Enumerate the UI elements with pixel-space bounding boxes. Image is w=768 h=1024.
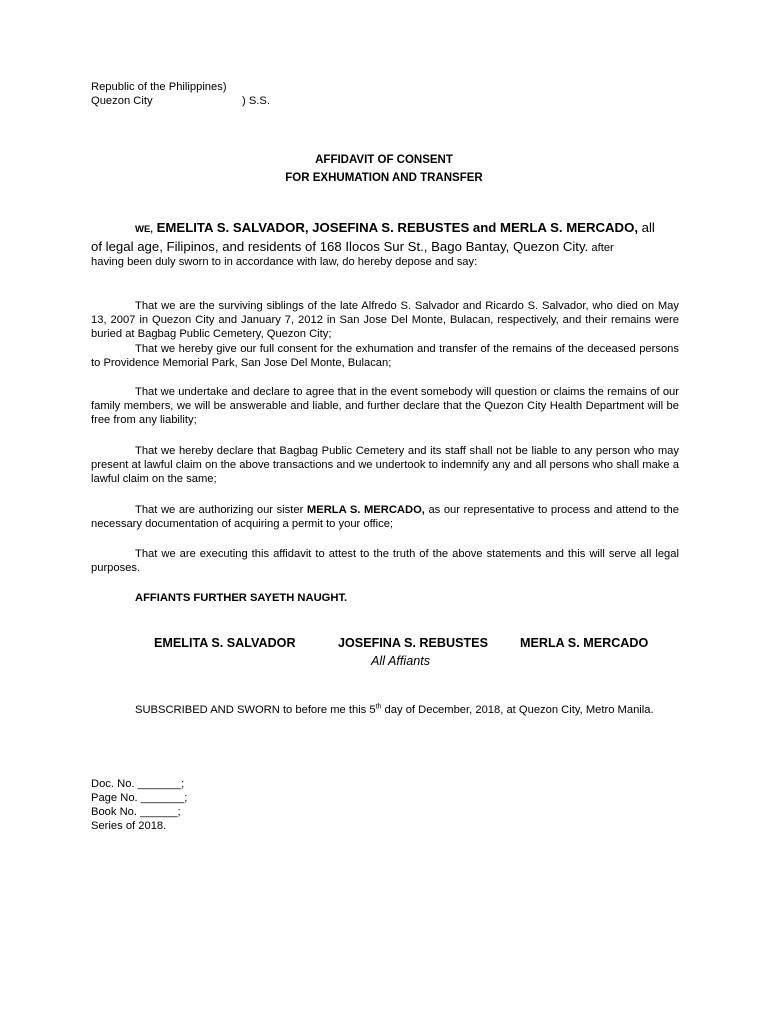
signatory-name: JOSEFINA S. REBUSTES (338, 636, 488, 650)
title-line-2: FOR EXHUMATION AND TRANSFER (285, 172, 483, 184)
notarial-block (91, 777, 187, 833)
signatory-name: MERLA S. MERCADO (520, 636, 649, 650)
paragraph-consent: That we hereby give our full consent for the exhumation and transfer of the remains of the deceased persons to Providence Memorial Park, San Jose Del Monte, Bulacan; (91, 343, 679, 369)
doc-no: Doc. No. _______; (91, 778, 185, 790)
venue-republic: Republic of the Philippines) (91, 81, 227, 93)
authorize-before: That we are authorizing our sister (135, 504, 304, 516)
paragraph-cemetery: That we hereby declare that Bagbag Public Cemetery and its staff shall not be liable to any person who may present at lawful claim on the above transactions and we undertook to indemnify any and all persons who shall make a lawful claim on the same; (91, 445, 679, 485)
jurat-before: SUBSCRIBED AND SWORN to before me this 5 (135, 704, 376, 716)
venue-city: Quezon City (91, 95, 153, 107)
paragraph-authorize (91, 503, 679, 531)
series: Series of 2018. (91, 820, 167, 832)
intro-line-3: having been duly sworn to in accordance with law, do hereby depose and say: (91, 256, 478, 268)
intro-line-2-tail: after (591, 242, 614, 254)
paragraph-liability: That we undertake and declare to agree that in the event somebody will question or claims the remains of our family members, we will be answerable and liable, and further declare that the Quezon City Health Department will be free from any liability; (91, 386, 679, 426)
affiants-naught: AFFIANTS FURTHER SAYETH NAUGHT. (135, 592, 348, 604)
intro-we: WE, (135, 224, 153, 235)
jurat-ordinal-suffix: th (375, 703, 382, 711)
intro-residence: of legal age, Filipinos, and residents of 168 Ilocos Sur St., Bago Bantay, Quezon City. (91, 239, 589, 254)
affiant-names: EMELITA S. SALVADOR, JOSEFINA S. REBUSTES and MERLA S. MERCADO, (156, 220, 638, 235)
intro-paragraph (91, 219, 679, 269)
page-no: Page No. _______; (91, 792, 188, 804)
jurat (91, 703, 679, 717)
signatory-name: EMELITA S. SALVADOR (154, 636, 296, 650)
jurat-after: day of December, 2018, at Quezon City, Metro Manila. (381, 704, 654, 716)
book-no: Book No. ______; (91, 806, 181, 818)
paragraph-purpose: That we are executing this affidavit to attest to the truth of the above statements and this will serve all legal purposes. (91, 548, 679, 574)
title-line-1: AFFIDAVIT OF CONSENT (315, 154, 453, 166)
representative-name: MERLA S. MERCADO, (306, 504, 425, 516)
intro-line-1-rest: all (641, 220, 655, 235)
paragraph-siblings: That we are the surviving siblings of the late Alfredo S. Salvador and Ricardo S. Salvador, who died on May 13, 2007 in Quezon City and January 7, 2012 in San Jose Del Monte, Bulacan, respectively, and their remains were buried at Bagbag Public Cemetery, Quezon City; (91, 300, 679, 340)
venue-ss: ) S.S. (242, 95, 270, 107)
authorize-after: as our representative to process and attend to the necessary documentation of acquiring a permit to your office; (91, 504, 680, 530)
intro-line-2 (91, 238, 679, 255)
venue-city-line (91, 94, 270, 108)
intro-line-1 (91, 219, 679, 238)
all-affiants-caption: All Affiants (371, 654, 431, 668)
